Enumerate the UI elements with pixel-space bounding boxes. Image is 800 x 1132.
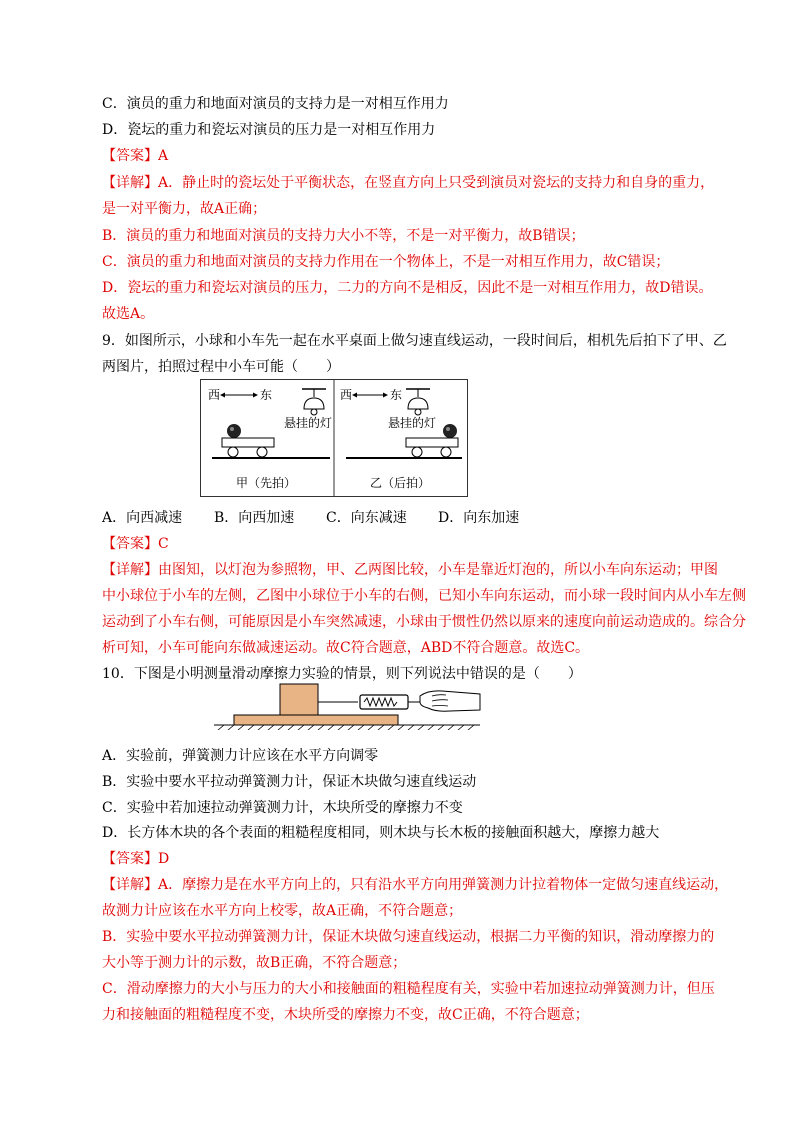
answer-tag: 【答案】 [102,851,158,867]
q9-option-c: C．向东减速 [326,510,407,526]
q9-option-b: B．向西加速 [214,510,295,526]
q10-detail-line-1 [102,875,728,895]
q9-option-a: A．向西减速 [102,510,183,526]
q8-detail-line-1 [102,173,714,193]
label-west-a: 西 [208,388,221,402]
ball-highlight-b [446,427,450,431]
q9-stem-line-2: 两图片，拍照过程中小车可能（ ） [102,359,340,375]
detail-tag: 【详解】 [102,175,158,191]
cart-wheel-b1 [412,447,422,457]
label-east-b: 东 [390,388,403,402]
cart-b [406,438,458,447]
q9-figure-svg [200,379,468,497]
lamp-bulb-b [415,409,421,415]
q9-option-d: D．向东加速 [438,510,520,526]
lamp-shade-a [304,398,324,409]
label-lamp-b: 悬挂的灯 [388,416,437,430]
label-lamp-a: 悬挂的灯 [284,416,333,430]
q8-option-c: C．演员的重力和地面对演员的支持力是一对相互作用力 [102,96,449,112]
q10-figure [210,678,485,730]
q10-detail-line-4: 大小等于测力计的示数，故B正确，不符合题意； [102,955,407,971]
caption-b: 乙（后拍） [370,476,431,490]
q9-stem-line-1: 9．如图所示，小球和小车先一起在水平桌面上做匀速直线运动，一段时间后，相机先后拍下了甲、乙 [102,333,727,349]
ball-a [227,424,241,438]
detail-text: A．静止时的瓷坛处于平衡状态，在竖直方向上只受到演员对瓷坛的支持力和自身的重力， [158,175,715,191]
q10-option-c: C．实验中若加速拉动弹簧测力计，木块所受的摩擦力不变 [102,800,463,816]
lamp-shade-b [408,398,428,409]
answer-value: C [158,536,169,552]
caption-a: 甲（先拍） [236,476,297,490]
cart-a [222,438,274,447]
q10-detail-line-3: B．实验中要水平拉动弹簧测力计，保证木块做匀速直线运动，根据二力平衡的知识，滑动摩擦力的 [102,929,715,945]
q9-detail-line-2: 中小球位于小车的左侧，乙图中小球位于小车的右侧，已知小车向东运动，而小球一段时间内从小车左侧 [102,588,746,604]
arrow-head-west-b [352,393,357,398]
ground-hatch [218,725,474,730]
q10-detail-line-5: C．滑动摩擦力的大小与压力的大小和接触面的粗糙程度有关，实验中若加速拉动弹簧测力计，但压 [102,981,715,997]
q9-answer [102,534,169,554]
hand [420,691,480,711]
q8-detail-line-2: 是一对平衡力，故A正确； [102,201,267,217]
cart-wheel-a1 [228,447,238,457]
cart-wheel-b2 [441,447,451,457]
detail-tag: 【详解】 [102,562,158,578]
arrow-head-east-b [383,393,388,398]
ball-b [443,424,457,438]
arrow-head-east-a [253,393,258,398]
q9-detail-line-3: 运动到了小车右侧，可能原因是小车突然减速，小球由于惯性仍然以原来的速度向前运动造成的。综合分 [102,614,746,630]
q10-detail-line-6: 力和接触面的粗糙程度不变，木块所受的摩擦力不变，故C正确，不符合题意； [102,1007,589,1023]
label-east-a: 东 [260,388,273,402]
q10-detail-line-2: 故测力计应该在水平方向上校零，故A正确，不符合题意； [102,903,463,919]
detail-text: A．摩擦力是在水平方向上的，只有沿水平方向用弹簧测力计拉着物体一定做匀速直线运动， [158,877,729,893]
q8-detail-line-5: D．瓷坛的重力和瓷坛对演员的压力，二力的方向不是相反，因此不是一对相互作用力，故D错误。 [102,280,713,296]
answer-value: A [158,148,169,164]
ball-highlight-a [230,427,234,431]
lamp-bulb-a [311,409,317,415]
q9-detail-line-4: 析可知，小车可能向东做减速运动。故C符合题意，ABD不符合题意。故选C。 [102,640,590,656]
q9-figure [200,379,468,497]
q9-options [102,508,519,528]
q10-stem: 10．下图是小明测量滑动摩擦力实验的情景，则下列说法中错误的是（ ） [102,666,582,682]
answer-tag: 【答案】 [102,148,158,164]
answer-value: D [158,851,170,867]
q8-detail-line-3: B．演员的重力和地面对演员的支持力大小不等，不是一对平衡力，故B错误； [102,228,585,244]
cart-wheel-a2 [257,447,267,457]
detail-text: 由图知，以灯泡为参照物，甲、乙两图比较，小车是靠近灯泡的，所以小车向东运动；甲图 [158,562,718,578]
q10-option-b: B．实验中要水平拉动弹簧测力计，保证木块做匀速直线运动 [102,774,477,790]
q10-answer [102,849,169,869]
answer-tag: 【答案】 [102,536,158,552]
detail-tag: 【详解】 [102,877,158,893]
wooden-block [280,684,318,715]
q10-option-a: A．实验前，弹簧测力计应该在水平方向调零 [102,748,379,764]
q9-detail-line-1 [102,560,718,580]
q8-detail-line-4: C．演员的重力和地面对演员的支持力作用在一个物体上，不是一对相互作用力，故C错误； [102,254,670,270]
q8-detail-line-6: 故选A。 [102,306,155,322]
q8-option-d: D．瓷坛的重力和瓷坛对演员的压力是一对相互作用力 [102,122,436,138]
arrow-head-west-a [220,393,225,398]
long-board [234,715,398,725]
q10-option-d: D．长方体木块的各个表面的粗糙程度相同，则木块与长木板的接触面积越大，摩擦力越大 [102,825,660,841]
q10-figure-svg [210,678,485,730]
label-west-b: 西 [340,388,353,402]
q8-answer [102,146,168,166]
